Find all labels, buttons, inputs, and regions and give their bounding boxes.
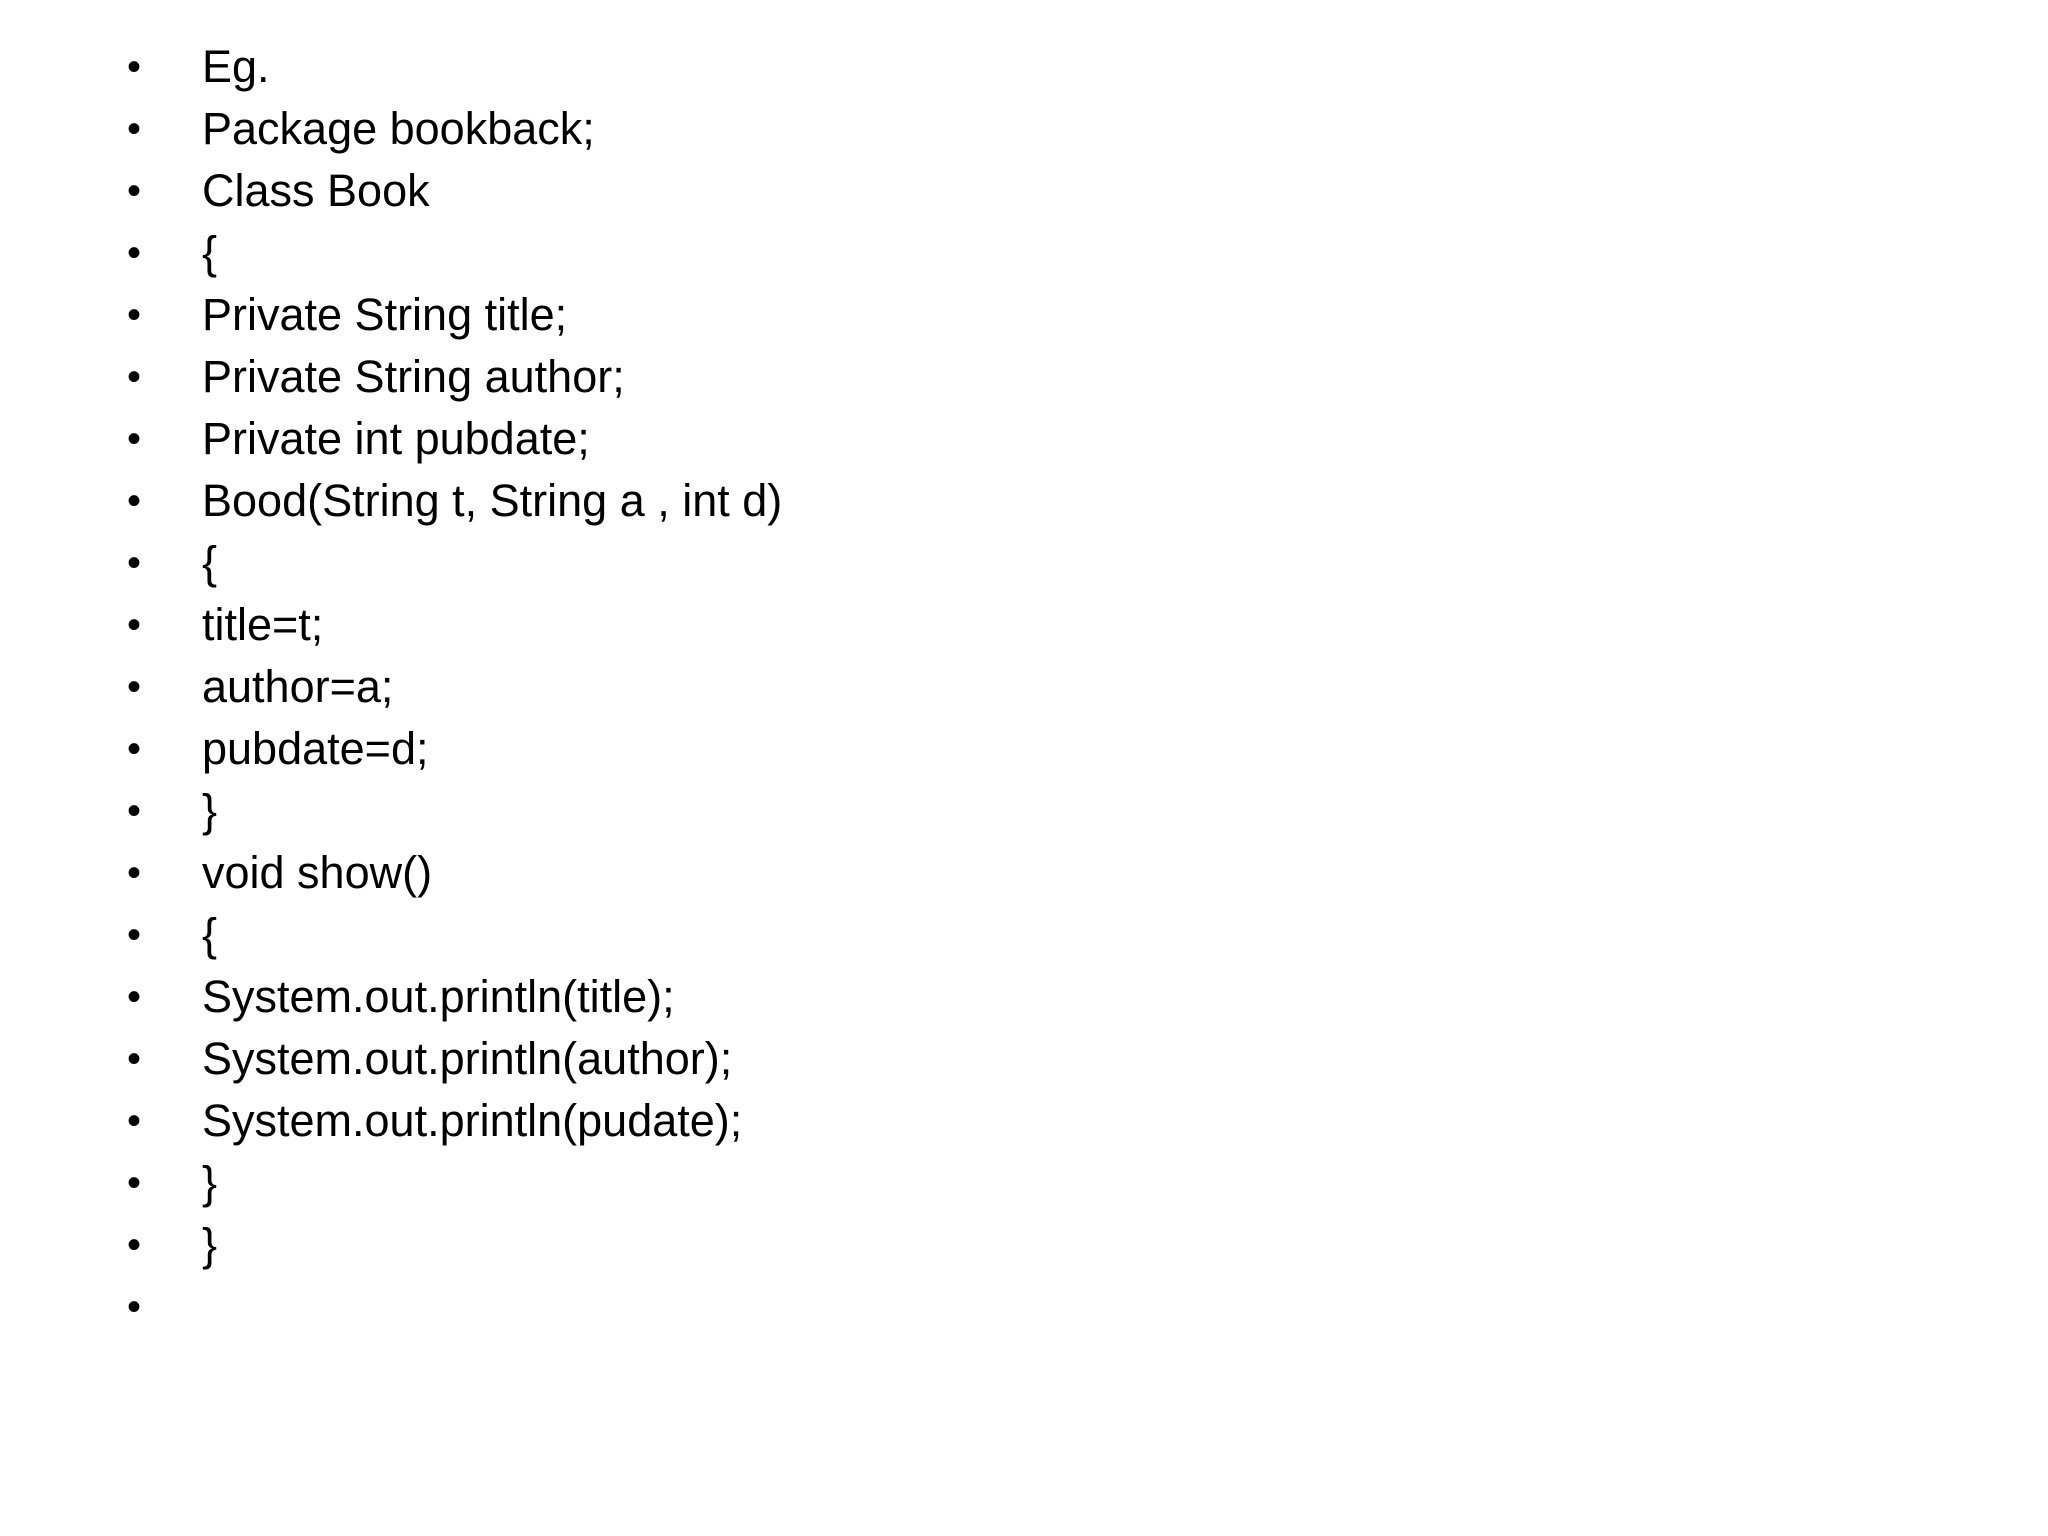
bullet-icon: •: [126, 603, 141, 647]
bullet-icon: •: [126, 231, 141, 275]
bullet-icon: •: [126, 727, 141, 771]
bullet-icon: •: [126, 479, 141, 523]
code-line-text: title=t;: [202, 599, 324, 650]
code-line-text: }: [202, 1157, 218, 1208]
bullet-icon: •: [126, 1285, 141, 1329]
code-line-text: Package bookback;: [202, 103, 595, 154]
code-line-text: {: [202, 909, 218, 960]
bullet-icon: •: [126, 355, 141, 399]
code-line-text: void show(): [202, 847, 433, 898]
code-line-text: Bood(String t, String a , int d): [202, 475, 783, 526]
bullet-icon: •: [126, 107, 141, 151]
bullet-icon: •: [126, 541, 141, 585]
code-line-text: Eg.: [202, 41, 270, 92]
code-line-text: }: [202, 785, 218, 836]
code-line-text: pubdate=d;: [202, 723, 429, 774]
bullet-icon: •: [126, 417, 141, 461]
code-line-text: Private int pubdate;: [202, 413, 590, 464]
code-line-text: }: [202, 1219, 218, 1270]
code-line-text: Private String author;: [202, 351, 625, 402]
code-line-text: {: [202, 227, 218, 278]
bullet-icon: •: [126, 1161, 141, 1205]
code-line-text: System.out.println(pudate);: [202, 1095, 743, 1146]
bullet-icon: •: [126, 789, 141, 833]
bullet-icon: •: [126, 913, 141, 957]
bullet-icon: •: [126, 851, 141, 895]
code-line-text: Class Book: [202, 165, 430, 216]
bullet-icon: •: [126, 665, 141, 709]
bullet-icon: •: [126, 975, 141, 1019]
bullet-icon: •: [126, 169, 141, 213]
bullet-icon: •: [126, 1037, 141, 1081]
bullet-icon: •: [126, 1099, 141, 1143]
bullet-icon: •: [126, 293, 141, 337]
code-line-text: System.out.println(title);: [202, 971, 675, 1022]
code-line-text: System.out.println(author);: [202, 1033, 733, 1084]
bullet-icon: •: [126, 1223, 141, 1267]
bullet-icon: •: [126, 45, 141, 89]
code-line-text: Private String title;: [202, 289, 568, 340]
code-line-text: {: [202, 537, 218, 588]
code-line-text: author=a;: [202, 661, 394, 712]
